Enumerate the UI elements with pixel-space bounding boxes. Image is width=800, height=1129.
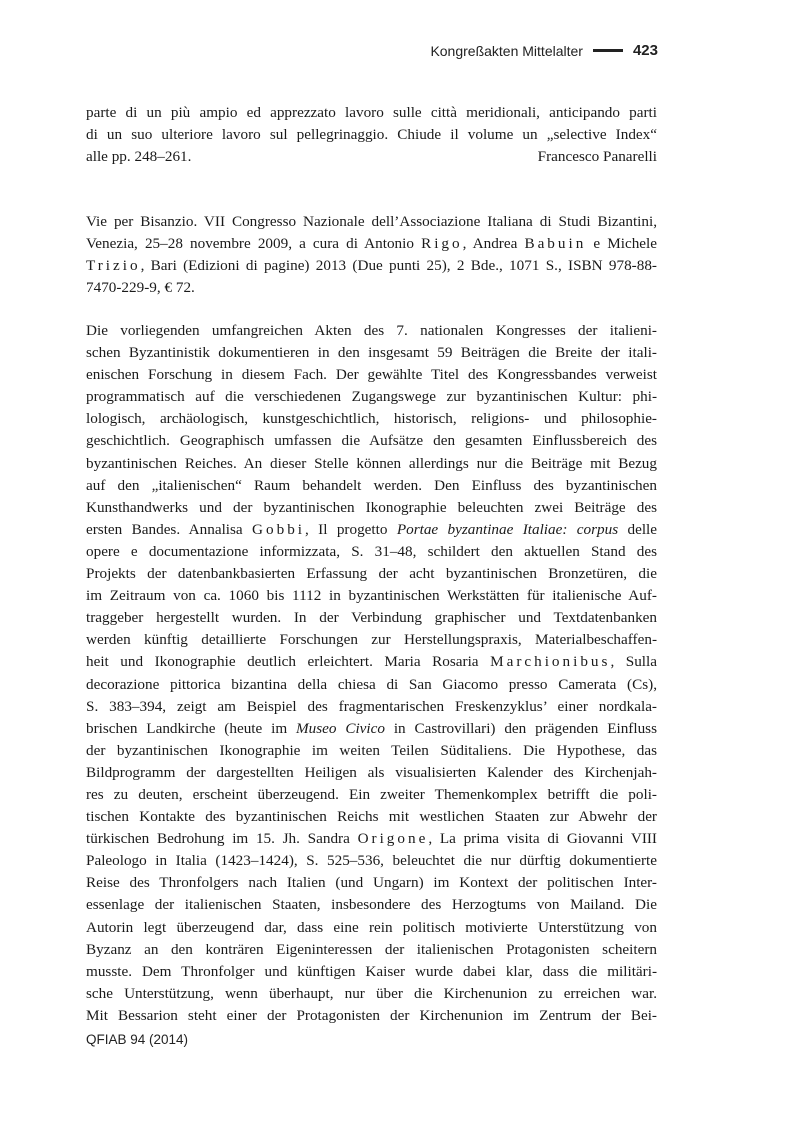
text-fragment: , La prima visita di Giovanni VIII xyxy=(428,830,657,848)
citation-line xyxy=(86,233,657,255)
author-name: Marchionibus xyxy=(490,653,611,671)
text-fragment: , Bari (Edizioni di pagine) 2013 (Due punti 25), 2 Bde., 1071 S., ISBN 978-88- xyxy=(140,257,657,275)
header-rule xyxy=(593,49,623,52)
review-body xyxy=(86,320,657,1027)
text-fragment: in Castrovillari) den prägenden Einfluss xyxy=(384,719,657,737)
body-line: opere e documentazione informizzata, S. 31–48, schildert den aktuellen Stand des xyxy=(86,542,657,560)
journal-footer: QFIAB 94 (2014) xyxy=(86,1032,189,1047)
text-fragment: türkischen Bedrohung im 15. Jh. Sandra xyxy=(86,830,358,848)
body-line: werden künftig detaillierte Forschungen zur Herstellungspraxis, Materialbeschaffen- xyxy=(86,631,657,649)
body-line: Bildprogramm der dargestellten Heiligen als visualisierten Kalender des Kirchenjah- xyxy=(86,763,657,781)
running-title: Kongreßakten Mittelalter xyxy=(430,42,583,59)
previous-review-end xyxy=(86,102,657,168)
author-name: Origone xyxy=(357,830,429,848)
editor-name: Rigo xyxy=(421,235,463,253)
text-line xyxy=(86,146,657,168)
body-line: enischen Forschung in diesem Fach. Der gewählte Titel des Kongressbandes verweist xyxy=(86,366,657,384)
text-fragment: alle pp. 248–261. xyxy=(86,148,192,166)
text-fragment: , Il progetto xyxy=(305,520,397,538)
editor-name: Babuin xyxy=(524,235,587,253)
text-fragment: e Michele xyxy=(586,235,657,253)
author-name: Gobbi xyxy=(252,520,306,538)
text-fragment: ersten Bandes. Annalisa xyxy=(86,520,253,538)
italic-name: Museo Civico xyxy=(295,719,385,737)
book-citation xyxy=(86,211,657,299)
body-line: decorazione pittorica bizantina della chiesa di San Giacomo presso Camerata (Cs), xyxy=(86,675,657,693)
body-line: Reise des Thronfolgers nach Italien (und Ungarn) im Kontext der politischen Inter- xyxy=(86,874,657,892)
body-line: programmatisch auf die verschiedenen Zugangswege zur byzantinischen Kultur: phi- xyxy=(86,388,657,406)
body-line xyxy=(86,828,657,850)
body-line: Die vorliegenden umfangreichen Akten des 7. nationalen Kongresses der italieni- xyxy=(86,322,657,339)
body-line xyxy=(86,651,657,673)
body-line: Mit Bessarion steht einer der Protagonisten der Kirchenunion im Zentrum der Bei- xyxy=(86,1006,657,1024)
italic-title: Portae byzantinae Italiae: corpus xyxy=(396,520,619,538)
reviewer-name: Francesco Panarelli xyxy=(537,148,657,166)
text-fragment: delle xyxy=(618,520,658,538)
body-line: schen Byzantinistik dokumentieren in den insgesamt 59 Beiträgen die Breite der itali- xyxy=(86,344,657,362)
body-line: musste. Dem Thronfolger und künftigen Kaiser wurde dabei klar, dass die militäri- xyxy=(86,962,657,980)
text-fragment: , Sulla xyxy=(610,653,657,671)
text-fragment: , Andrea xyxy=(462,235,525,253)
page-number: 423 xyxy=(632,42,658,59)
body-line: Autorin legt überzeugend dar, dass eine rein politisch motivierte Unterstützung von xyxy=(86,918,657,936)
body-line: Byzanz an den konträren Eigeninteressen der italienischen Protagonisten scheitern xyxy=(86,940,657,958)
body-line: traggeber hergestellt wurden. In der Verbindung graphischer und Textdatenbanken xyxy=(86,609,657,627)
text-line: di un suo ulteriore lavoro sul pellegrinaggio. Chiude il volume un „selective Index“ xyxy=(86,126,657,144)
body-line xyxy=(86,718,657,740)
editor-name: Trizio xyxy=(86,257,141,275)
text-fragment: brischen Landkirche (heute im xyxy=(86,719,296,737)
body-line: lologisch, archäologisch, kunstgeschichtlich, historisch, religions- und philosophie- xyxy=(86,410,657,428)
body-line: essenlage der italienischen Staaten, insbesondere des Herzogtums von Mailand. Die xyxy=(86,896,657,914)
body-line: auf den „italienischen“ Raum behandelt werden. Den Einfluss des byzantinischen xyxy=(86,476,657,494)
text-fragment: heit und Ikonographie deutlich erleichtert. Maria Rosaria xyxy=(86,653,491,671)
body-line: Kunsthandwerks und der byzantinischen Ikonographie beleuchten zwei Beiträge des xyxy=(86,498,657,516)
citation-line: 7470-229-9, € 72. xyxy=(86,279,195,297)
text-fragment: Venezia, 25–28 novembre 2009, a cura di Antonio xyxy=(86,235,422,253)
body-line: res zu deuten, erscheint überzeugend. Ein zweiter Themenkomplex betrifft die poli- xyxy=(86,785,657,803)
body-line xyxy=(86,519,657,541)
body-line: S. 383–394, zeigt am Beispiel des fragmentarischen Freskenzyklus’ einer nordkala- xyxy=(86,697,657,715)
running-header xyxy=(430,42,658,59)
body-line: tischen Kontakte des byzantinischen Reichs mit westlichen Staaten zur Abwehr der xyxy=(86,808,657,826)
body-line: byzantinischen Reiches. An dieser Stelle können allerdings nur die Beiträge mit Bezug xyxy=(86,454,657,472)
body-line: der byzantinischen Ikonographie im weiten Teilen Süditaliens. Die Hypothese, das xyxy=(86,741,657,759)
body-line: im Zeitraum von ca. 1060 bis 1112 in byzantinischen Werkstätten für italienische Auf- xyxy=(86,587,657,605)
body-line: sche Unterstützung, wenn überhaupt, nur über die Kirchenunion zu erreichen war. xyxy=(86,984,657,1002)
citation-line: Vie per Bisanzio. VII Congresso Nazionale dell’Associazione Italiana di Studi Bizantini, xyxy=(86,213,657,230)
citation-line xyxy=(86,255,657,277)
body-line: Paleologo in Italia (1423–1424), S. 525–536, beleuchtet die nur dürftig dokumentierte xyxy=(86,852,657,870)
body-line: geschichtlich. Geographisch umfassen die Aufsätze den gesamten Einflussbereich des xyxy=(86,432,657,450)
text-line: parte di un più ampio ed apprezzato lavoro sulle città meridionali, anticipando parti xyxy=(86,104,657,121)
body-line: Projekts der datenbankbasierten Erfassung der acht byzantinischen Bronzetüren, die xyxy=(86,565,657,583)
